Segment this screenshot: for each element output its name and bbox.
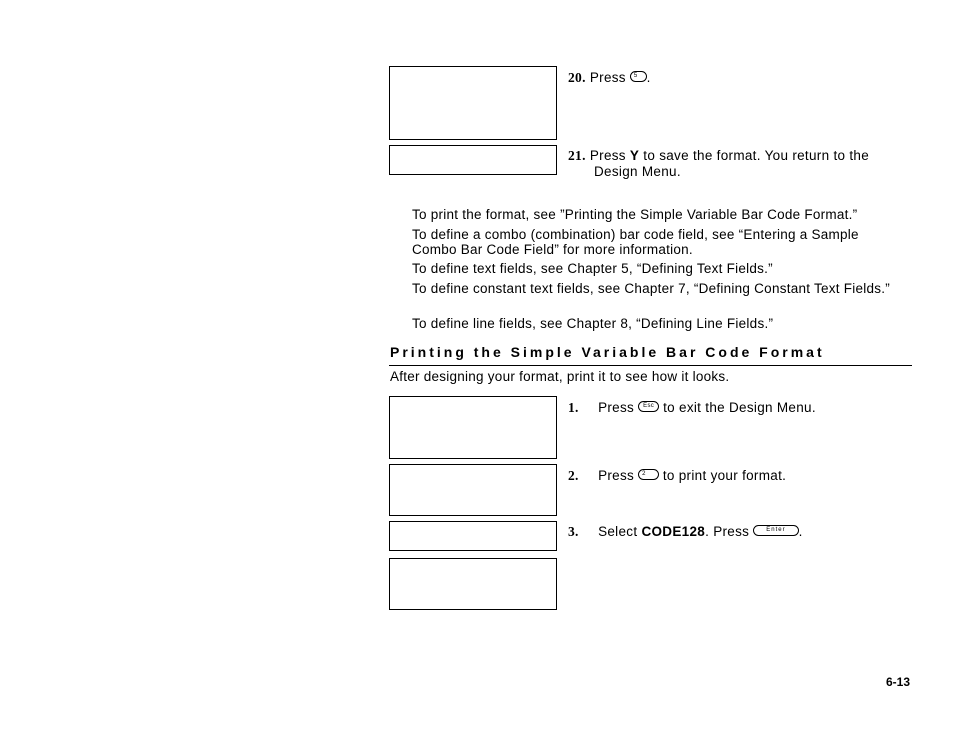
- step-text: Press: [598, 400, 635, 415]
- step-number: 20.: [568, 70, 586, 85]
- key-letter: Y: [629, 148, 640, 163]
- paragraph-text-fields: To define text fields, see Chapter 5, “Defining Text Fields.”: [412, 261, 773, 276]
- step-number: 1.: [568, 400, 579, 415]
- key-2-icon: 2: [638, 469, 659, 480]
- print-step-3: [568, 524, 803, 540]
- section-divider: [389, 365, 912, 366]
- step-text-rest: to save the format. You return to the: [639, 148, 870, 163]
- step-number: 21.: [568, 148, 586, 163]
- section-title: Printing the Simple Variable Bar Code Format: [390, 344, 825, 360]
- step-text-continued: Design Menu.: [594, 164, 681, 179]
- display-screen-print-step-3: [389, 521, 557, 551]
- key-esc-icon: Esc: [638, 401, 659, 412]
- step-number: 3.: [568, 524, 579, 539]
- display-screen-print-step-2: [389, 464, 557, 516]
- display-screen-step-21: [389, 145, 557, 175]
- step-text: Press: [598, 468, 635, 483]
- print-step-2: [568, 468, 786, 484]
- step-text-rest: to print your format.: [662, 468, 787, 483]
- step-text-end: .: [798, 524, 803, 539]
- barcode-name: CODE128: [641, 524, 706, 539]
- display-screen-print-step-1: [389, 396, 557, 459]
- paragraph-combo-bar-code: To define a combo (combination) bar code field, see “Entering a Sample Combo Bar Code Field” for more information.: [412, 227, 859, 257]
- step-text-mid: . Press: [705, 524, 750, 539]
- step-20: [568, 70, 651, 86]
- paragraph-print-format: To print the format, see ”Printing the Simple Variable Bar Code Format.”: [412, 207, 858, 222]
- display-screen-step-20: [389, 66, 557, 140]
- step-text-end: .: [646, 70, 651, 85]
- step-text: Select: [598, 524, 638, 539]
- page-number: 6-13: [886, 675, 911, 689]
- step-21: [568, 148, 869, 180]
- paragraph-line-fields: To define line fields, see Chapter 8, “Defining Line Fields.”: [412, 316, 774, 331]
- display-screen-print-step-4: [389, 558, 557, 610]
- step-number: 2.: [568, 468, 579, 483]
- step-text: Press: [589, 70, 626, 85]
- print-step-1: [568, 400, 816, 416]
- paragraph-constant-text-fields: To define constant text fields, see Chapter 7, “Defining Constant Text Fields.”: [412, 281, 890, 296]
- step-text: Press: [589, 148, 626, 163]
- key-enter-icon: Enter: [753, 525, 798, 536]
- step-text-rest: to exit the Design Menu.: [663, 400, 816, 415]
- section-intro: After designing your format, print it to see how it looks.: [390, 369, 730, 384]
- key-5-icon: 5: [630, 71, 647, 82]
